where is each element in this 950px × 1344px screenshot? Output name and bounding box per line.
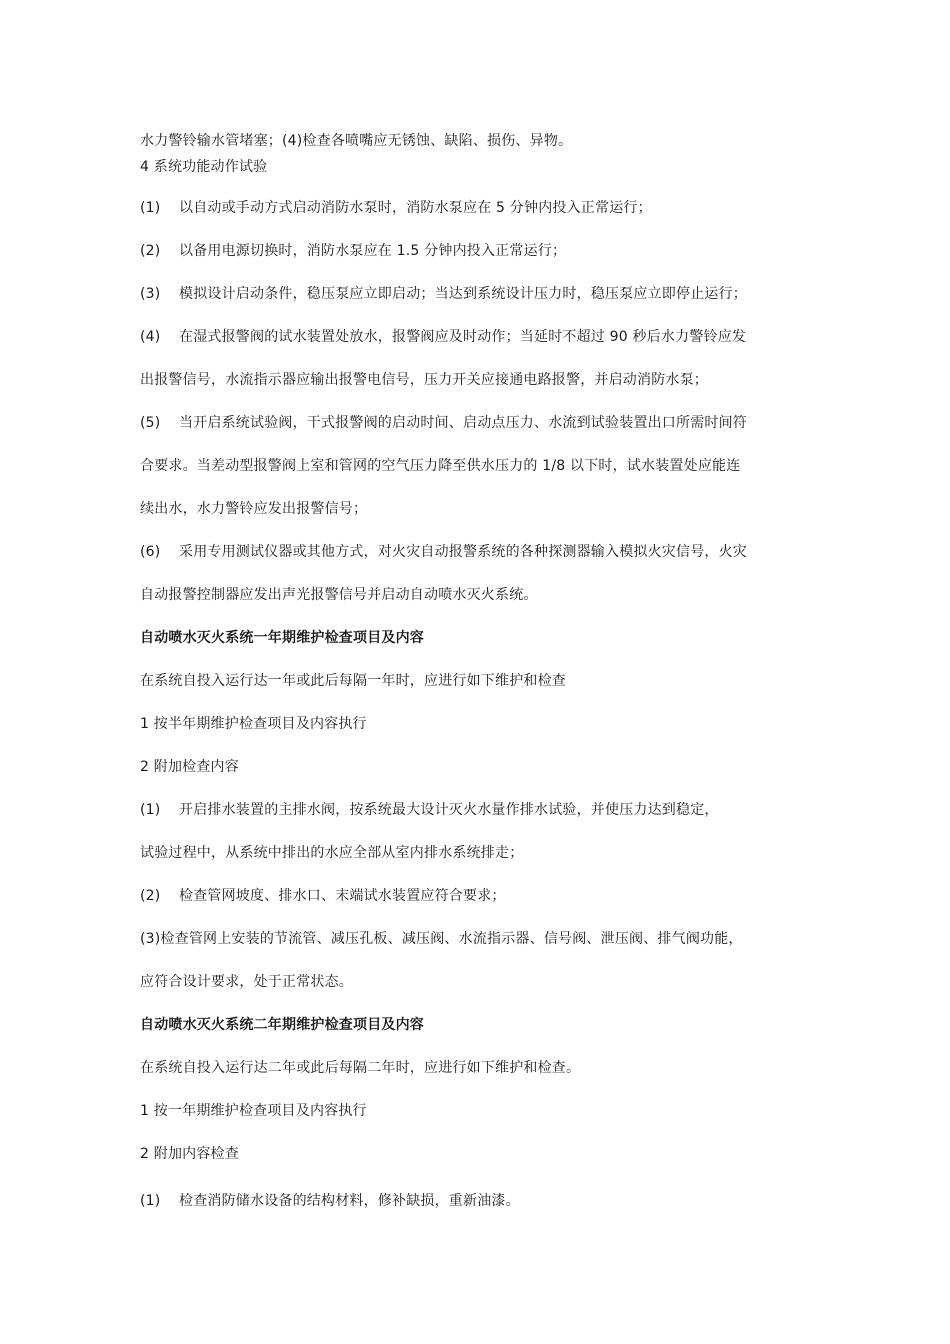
item-text: 检查管网坡度、排水口、末端试水装置应符合要求； xyxy=(179,888,506,904)
carry-over-line: 水力警铃输水管堵塞；(4)检查各喷嘴应无锈蚀、缺陷、损伤、异物。 xyxy=(140,133,573,149)
item-number: (5) xyxy=(140,415,161,431)
item-continuation: 试验过程中，从系统中排出的水应全部从室内排水系统排走； xyxy=(140,845,524,861)
list-item xyxy=(140,886,506,906)
item-continuation: 合要求。当差动型报警阀上室和管网的空气压力降至供水压力的 1/8 以下时，试水装置处应能连 xyxy=(140,458,741,474)
step-line: 1 按一年期维护检查项目及内容执行 xyxy=(140,1103,367,1119)
list-item xyxy=(140,198,652,218)
section-intro: 在系统自投入运行达一年或此后每隔一年时，应进行如下维护和检查 xyxy=(140,673,566,689)
step-line: 1 按半年期维护检查项目及内容执行 xyxy=(140,716,367,732)
item-number: (2) xyxy=(140,888,161,904)
item-text: 当开启系统试验阀，干式报警阀的启动时间、启动点压力、水流到试验装置出口所需时间符 xyxy=(179,415,747,431)
item-number: (1) xyxy=(140,200,161,216)
item-text: 模拟设计启动条件，稳压泵应立即启动；当达到系统设计压力时，稳压泵应立即停止运行； xyxy=(179,286,747,302)
item-continuation: 自动报警控制器应发出声光报警信号并启动自动喷水灭火系统。 xyxy=(140,587,538,603)
item-number: (1) xyxy=(140,1193,161,1209)
list-item xyxy=(140,284,747,304)
section-heading-two-year: 自动喷水灭火系统二年期维护检查项目及内容 xyxy=(140,1017,424,1033)
item-text: 以备用电源切换时，消防水泵应在 1.5 分钟内投入正常运行； xyxy=(179,243,567,259)
step-line: 2 附加检查内容 xyxy=(140,759,239,775)
list-item xyxy=(140,1191,520,1211)
item-number: (3) xyxy=(140,286,161,302)
item-text: 在湿式报警阀的试水装置处放水，报警阀应及时动作；当延时不超过 90 秒后水力警铃应发 xyxy=(179,329,747,345)
item-text: 开启排水装置的主排水阀，按系统最大设计灭火水量作排水试验，并使压力达到稳定， xyxy=(179,802,719,818)
item-number: (2) xyxy=(140,243,161,259)
item-text: 采用专用测试仪器或其他方式，对火灾自动报警系统的各种探测器输入模拟火灾信号，火灾 xyxy=(179,544,747,560)
item-number: (6) xyxy=(140,544,161,560)
item-continuation: 出报警信号，水流指示器应输出报警电信号，压力开关应接通电路报警，并启动消防水泵； xyxy=(140,372,708,388)
item-number: (4) xyxy=(140,329,161,345)
list-item xyxy=(140,327,746,347)
item-text: 检查消防储水设备的结构材料，修补缺损，重新油漆。 xyxy=(179,1193,520,1209)
section-title-function-test: 4 系统功能动作试验 xyxy=(140,159,268,175)
item-continuation: 应符合设计要求，处于正常状态。 xyxy=(140,974,353,990)
list-item xyxy=(140,800,719,820)
item-text: 以自动或手动方式启动消防水泵时，消防水泵应在 5 分钟内投入正常运行； xyxy=(179,200,652,216)
item-number: (1) xyxy=(140,802,161,818)
list-item: (3)检查管网上安装的节流管、减压孔板、减压阀、水流指示器、信号阀、泄压阀、排气阀功能， xyxy=(140,931,743,947)
list-item xyxy=(140,413,747,433)
list-item xyxy=(140,241,566,261)
step-line: 2 附加内容检查 xyxy=(140,1146,239,1162)
section-heading-one-year: 自动喷水灭火系统一年期维护检查项目及内容 xyxy=(140,630,424,646)
item-continuation: 续出水，水力警铃应发出报警信号； xyxy=(140,501,368,517)
list-item xyxy=(140,542,747,562)
section-intro: 在系统自投入运行达二年或此后每隔二年时，应进行如下维护和检查。 xyxy=(140,1060,581,1076)
